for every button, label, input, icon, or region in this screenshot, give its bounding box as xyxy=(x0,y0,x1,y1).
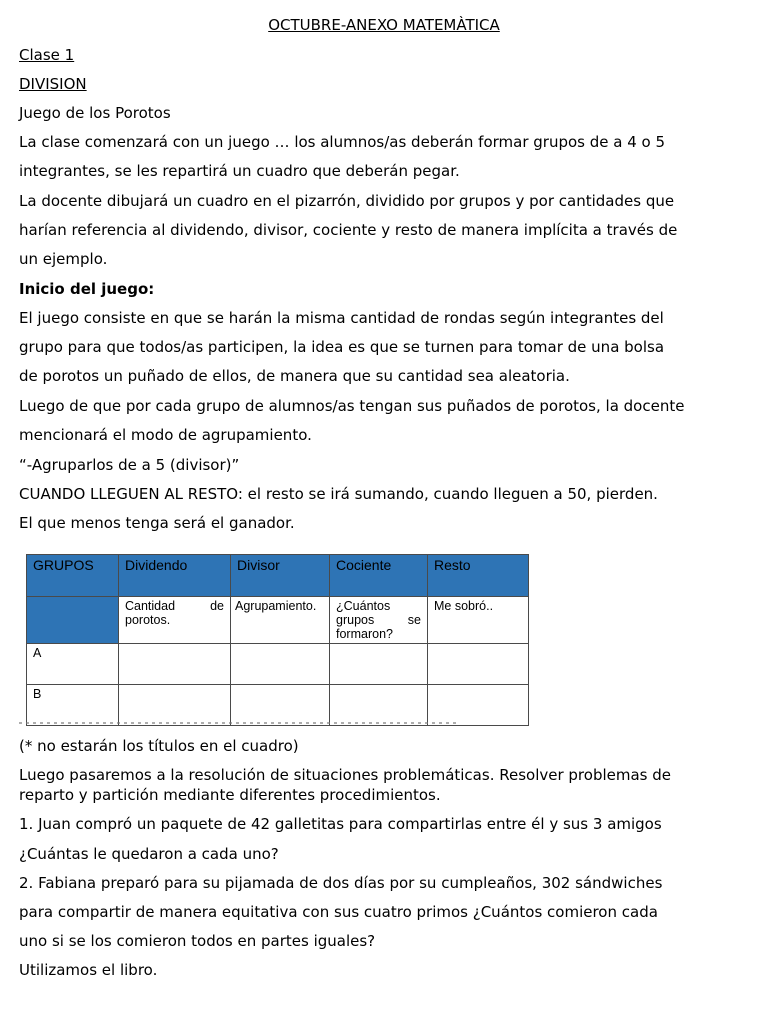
cell-text: ¿Cuántos xyxy=(336,599,391,613)
document-title: OCTUBRE-ANEXO MATEMÀTICA xyxy=(268,16,500,34)
table-header-cell: Dividendo xyxy=(119,555,231,597)
paragraph-line: integrantes, se les repartirá un cuadro que deberán pegar. xyxy=(19,162,460,180)
table-header-cell: Resto xyxy=(428,555,529,597)
image-crop-artifact xyxy=(19,722,459,724)
section-heading: Inicio del juego: xyxy=(19,280,155,298)
paragraph-line: El juego consiste en que se harán la misma cantidad de rondas según integrantes del xyxy=(19,309,664,327)
class-label: Clase 1 xyxy=(19,46,75,64)
problem-line: ¿Cuántas le quedaron a cada uno? xyxy=(19,845,279,863)
note-line: (* no estarán los títulos en el cuadro) xyxy=(19,737,299,755)
table-cell xyxy=(428,644,529,685)
rule-line: CUANDO LLEGUEN AL RESTO: el resto se irá sumando, cuando lleguen a 50, pierden. xyxy=(19,485,658,503)
table-cell xyxy=(330,644,428,685)
table-cell: Agrupamiento. xyxy=(231,597,330,644)
problem-line: para compartir de manera equitativa con sus cuatro primos ¿Cuántos comieron cada xyxy=(19,903,658,921)
winner-line: El que menos tenga será el ganador. xyxy=(19,514,295,532)
cell-text: de xyxy=(210,599,224,613)
table-row xyxy=(27,644,529,685)
table-cell: Me sobró.. xyxy=(428,597,529,644)
table-cell xyxy=(119,685,231,726)
cell-text: Cantidad xyxy=(125,599,176,613)
table-cell: A xyxy=(27,644,119,685)
table-cell xyxy=(231,644,330,685)
table-cell xyxy=(428,685,529,726)
game-table xyxy=(26,554,529,726)
table-header-row xyxy=(27,555,529,597)
table-header-cell: GRUPOS xyxy=(27,555,119,597)
problem-line: 2. Fabiana preparó para su pijamada de dos días por su cumpleaños, 302 sándwiches xyxy=(19,874,663,892)
paragraph-line: reparto y partición mediante diferentes procedimientos. xyxy=(19,786,441,804)
problem-line: 1. Juan compró un paquete de 42 galletitas para compartirlas entre él y sus 3 amigos xyxy=(19,815,662,833)
cell-text: se xyxy=(407,613,421,627)
paragraph-line: Luego de que por cada grupo de alumnos/as tengan sus puñados de porotos, la docente xyxy=(19,397,685,415)
table-cell xyxy=(231,685,330,726)
table-cell-empty xyxy=(27,597,119,644)
quote-line: “-Agruparlos de a 5 (divisor)” xyxy=(19,456,240,474)
paragraph-line: grupo para que todos/as participen, la idea es que se turnen para tomar de una bolsa xyxy=(19,338,665,356)
paragraph-line: de porotos un puñado de ellos, de manera que su cantidad sea aleatoria. xyxy=(19,367,570,385)
cell-text: porotos. xyxy=(125,613,171,627)
table-cell xyxy=(119,597,231,644)
table-cell xyxy=(119,644,231,685)
paragraph-line: La docente dibujará un cuadro en el pizarrón, dividido por grupos y por cantidades que xyxy=(19,192,675,210)
table-cell xyxy=(330,597,428,644)
problem-line: uno si se los comieron todos en partes iguales? xyxy=(19,932,376,950)
paragraph-line: La clase comenzará con un juego … los alumnos/as deberán formar grupos de a 4 o 5 xyxy=(19,133,666,151)
topic-label: DIVISION xyxy=(19,75,87,93)
paragraph-line: Luego pasaremos a la resolución de situaciones problemáticas. Resolver problemas de xyxy=(19,766,671,784)
paragraph-line: mencionará el modo de agrupamiento. xyxy=(19,426,312,444)
table-cell xyxy=(330,685,428,726)
closing-line: Utilizamos el libro. xyxy=(19,961,158,979)
table-cell: B xyxy=(27,685,119,726)
paragraph-line: un ejemplo. xyxy=(19,250,108,268)
table-row xyxy=(27,597,529,644)
paragraph-line: harían referencia al dividendo, divisor, cociente y resto de manera implícita a través de xyxy=(19,221,678,239)
table-row xyxy=(27,685,529,726)
cell-text: formaron? xyxy=(336,627,393,641)
cell-text: grupos xyxy=(336,613,375,627)
table-header-cell: Cociente xyxy=(330,555,428,597)
table-header-cell: Divisor xyxy=(231,555,330,597)
game-title: Juego de los Porotos xyxy=(19,104,171,122)
